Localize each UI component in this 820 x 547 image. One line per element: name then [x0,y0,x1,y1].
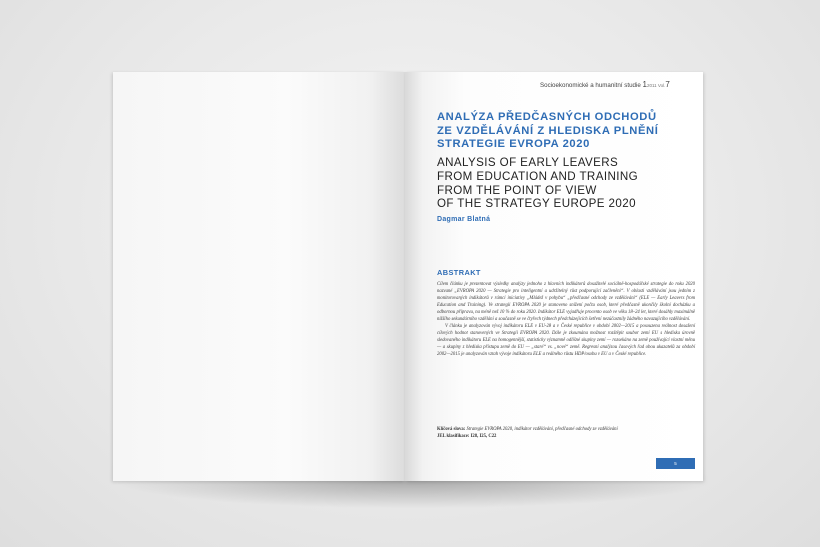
issue-number: 1 [642,80,647,89]
title-english [437,156,677,211]
page-number-box [656,458,695,469]
journal-name: Socioekonomické a humanitní studie [540,82,641,89]
keywords-label: Klíčová slova: [437,427,466,432]
abstract-heading: ABSTRAKT [437,268,481,277]
page-number: 5 [674,461,677,466]
title-en-line: ANALYSIS OF EARLY LEAVERS [437,156,619,169]
abstract-body [437,281,695,359]
title-cz-line: ZE VZDĚLÁVÁNÍ Z HLEDISKA PLNĚNÍ [437,124,659,137]
left-page-blank [113,72,405,481]
title-czech [437,111,677,152]
title-cz-line: STRATEGIE EVROPA 2020 [437,138,590,151]
jel-label: JEL klasifikace: [437,434,470,440]
keywords-line [437,426,695,433]
jel-line [437,433,695,440]
volume-label: 2011 Vol. [646,83,666,88]
title-en-line: FROM THE POINT OF VIEW [437,183,597,197]
keywords-value: Strategie EVROPA 2020, indikátor vzdělávání, předčasné odchody ze vzdělávání [466,427,618,432]
title-en-line: OF THE STRATEGY EUROPE 2020 [437,197,636,211]
author-name: Dagmar Blatná [437,216,491,223]
title-en-line: FROM EDUCATION AND TRAINING [437,169,639,183]
keywords-block [437,426,695,440]
title-cz-line: ANALÝZA PŘEDČASNÝCH ODCHODŮ [437,111,657,123]
running-head [540,80,700,89]
volume-number: 7 [665,80,670,89]
jel-value: I28, I25, C22 [470,434,497,440]
abstract-paragraph: Cílem článku je prezentovat výsledky analýzy jednoho z hlavních indikátorů dosažitelé sociálně-hospodářské strategie do roku 2020 nazvané „EVROPA 2020 — Strategie pro inteligentní a udržitelný růst podporující začlenění“. V oblasti vzdělávání jsou jedním z monitorovaných indikátorů v rámci iniciativy „Mládež v pohybu“ „předčasné odchody ze vzdělávání“ (ELE — Early Leavers from Education and Training). Ve strategii EVROPA 2020 je stanoveno snížení počtu osob, které předčasně ukončily školní docházku a odbornou přípravu, na méně než 10 % do roku 2020. Indikátor ELE vyjadřuje procento osob ve věku 18–24 let, které dosáhly maximálně nižšího sekundárního vzdělání a současně se ve čtyřech týdnech předcházejících šetření nezúčastnily žádného navazujícího vzdělávání. [437,282,695,323]
abstract-paragraph: V článku je analyzován vývoj indikátoru ELE v EU-28 a v České republice v období 2002—2015 a posouzena reálnost dosažení cílových hodnot stanovených ve Strategii EVROPA 2020. Dále je zkoumána možnost rozštěpit soubor zemí EU s hlediska úrovně sledovaného indikátoru ELE na homogennější, statisticky významně odlišné skupiny zemí — rozsekáno na země používající vlastní měnu — a skupiny z hlediska přístupu země do EU — „staré“ vs. „nové“ země. Regresní analýzou časových řad obou ukazatelů za období 2002—2015 je analyzován vztah vývoje indikátoru ELE a reálného růstu HDP/osobu v EU a v České republice. [437,324,695,358]
